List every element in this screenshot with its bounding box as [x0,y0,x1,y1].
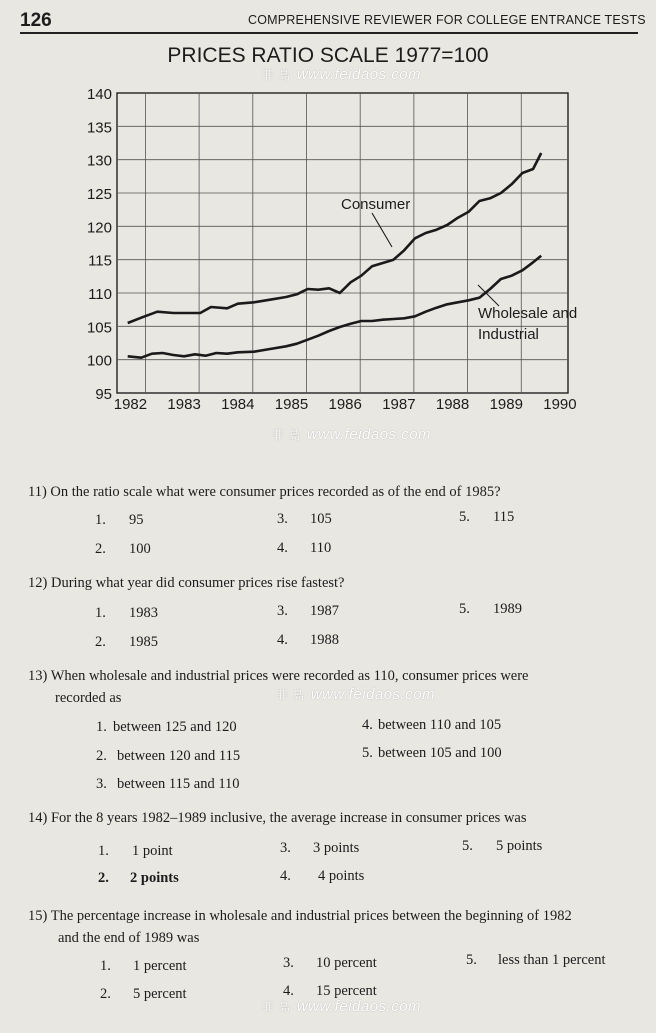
option-12-4[interactable] [277,632,339,649]
question-text: The percentage increase in wholesale and industrial prices between the beginning of 1982 [50,908,572,924]
watermark-text: www.feidaos.com [306,426,432,443]
option-number: 3. [96,776,107,792]
wholesale-annotation-line-1: Wholesale and [478,305,578,322]
question-14 [28,807,648,829]
x-tick-label: 1990 [543,396,577,413]
option-number: 1. [95,605,106,621]
watermark-text: www.feidaos.com [296,66,422,83]
option-15-2[interactable] [100,986,187,1003]
watermark-glyph: 菲 島 [262,68,291,82]
option-13-2[interactable] [96,748,240,765]
header-rule [20,32,638,34]
option-11-4[interactable] [277,540,331,557]
option-14-1[interactable] [98,843,173,860]
question-number: 14) [28,810,48,826]
watermark [262,998,421,1015]
option-text: 1 point [132,843,173,859]
x-tick-label: 1986 [328,396,362,413]
question-text: During what year did consumer prices rise fastest? [50,575,345,591]
watermark [272,426,431,443]
option-number: 3. [277,603,288,619]
y-tick-label: 125 [86,186,112,203]
question-text: For the 8 years 1982–1989 inclusive, the average increase in consumer prices was [50,810,527,826]
question-12 [28,572,648,594]
question-number: 15) [28,908,48,924]
option-text: 1989 [493,601,522,617]
watermark-text: www.feidaos.com [310,686,436,703]
option-text: 115 [493,509,515,525]
watermark-glyph: 菲 島 [262,1000,291,1014]
option-number: 2. [95,541,106,557]
option-text: between 110 and 105 [378,717,502,733]
chart-title: PRICES RATIO SCALE 1977=100 [167,44,489,67]
option-text: between 120 and 115 [117,748,241,764]
option-text: 3 points [313,840,360,856]
option-number: 4. [362,717,373,733]
option-number: 3. [277,511,288,527]
option-text: 1987 [310,603,339,619]
option-text: 1 percent [133,958,187,974]
watermark-glyph: 菲 島 [272,428,301,442]
option-text: between 125 and 120 [113,719,237,735]
wholesale-annotation-line-2: Industrial [478,326,539,343]
option-number: 2. [95,634,106,650]
y-tick-label: 115 [88,252,112,270]
option-number: 2. [100,986,111,1002]
option-12-1[interactable] [95,605,158,622]
option-text: 2 points [130,870,179,886]
option-13-4[interactable] [362,717,501,734]
option-number: 1. [96,719,107,735]
option-number: 5. [362,745,373,761]
option-number: 1. [98,843,109,859]
option-text: 1985 [129,634,158,650]
question-text: When wholesale and industrial prices were recorded as 110, consumer prices were [50,668,529,684]
option-text: 15 percent [316,983,377,999]
y-tick-label: 110 [88,286,112,303]
x-tick-label: 1983 [167,396,201,413]
option-text: between 105 and 100 [378,745,502,761]
option-text: 95 [129,512,144,528]
option-13-1[interactable] [96,719,237,736]
option-15-5[interactable] [466,952,606,969]
y-tick-label: 135 [86,119,112,137]
x-tick-label: 1982 [113,396,148,413]
option-text: 5 percent [133,986,187,1002]
option-number: 3. [283,955,294,971]
option-14-2[interactable] [98,870,179,887]
option-text: 10 percent [316,955,377,971]
option-text: 4 points [318,868,365,884]
option-13-3[interactable] [96,776,240,793]
option-12-5[interactable] [459,601,522,618]
option-text: 105 [310,511,332,527]
question-11 [28,481,648,503]
option-number: 5. [459,509,470,525]
page-number: 126 [20,10,52,31]
x-tick-label: 1984 [221,396,255,413]
x-tick-label: 1985 [274,396,309,413]
price-ratio-chart [0,80,656,420]
y-tick-label: 120 [86,219,112,237]
option-text: 100 [129,541,151,557]
option-number: 1. [100,958,111,974]
y-tick-label: 140 [86,86,112,103]
y-tick-label: 95 [95,386,112,403]
option-number: 4. [280,868,291,884]
option-text: 110 [310,540,332,556]
question-number: 13) [28,668,48,684]
watermark-text: www.feidaos.com [296,998,422,1015]
option-number: 2. [98,870,109,886]
consumer-leader-line [372,213,392,247]
x-tick-label: 1989 [489,396,523,413]
option-11-3[interactable] [277,511,332,528]
question-number: 12) [28,575,48,591]
option-11-1[interactable] [95,512,144,529]
option-number: 2. [96,748,107,764]
x-tick-label: 1987 [382,396,416,413]
option-text: 1988 [310,632,339,648]
question-text-continued: and the end of 1989 was [58,930,200,946]
option-number: 5. [462,838,473,854]
option-15-1[interactable] [100,958,187,975]
option-13-5[interactable] [362,745,502,762]
option-15-3[interactable] [283,955,377,972]
option-14-3[interactable] [280,840,359,857]
consumer-annotation: Consumer [341,196,411,213]
option-number: 5. [459,601,470,617]
option-14-5[interactable] [462,838,542,855]
option-number: 4. [283,983,294,999]
question-15 [28,905,648,949]
option-12-3[interactable] [277,603,339,620]
question-text: On the ratio scale what were consumer prices recorded as of the end of 1985? [50,484,501,500]
running-head: COMPREHENSIVE REVIEWER FOR COLLEGE ENTRANCE TESTS [248,13,646,27]
x-tick-label: 1988 [435,396,470,413]
option-text: 5 points [496,838,543,854]
option-number: 4. [277,540,288,556]
option-text: less than 1 percent [498,952,606,968]
option-text: 1983 [129,605,158,621]
option-11-2[interactable] [95,541,151,558]
option-number: 5. [466,952,477,968]
option-number: 1. [95,512,106,528]
y-tick-label: 105 [86,319,112,337]
question-text-continued: recorded as [55,690,122,706]
watermark-glyph: 菲 島 [276,688,305,702]
y-tick-label: 100 [86,352,112,370]
y-tick-label: 130 [86,152,112,170]
plot-frame [117,93,568,393]
question-number: 11) [28,484,47,500]
watermark [276,686,435,703]
option-number: 3. [280,840,291,856]
option-number: 4. [277,632,288,648]
option-11-5[interactable] [459,509,514,526]
option-text: between 115 and 110 [117,776,240,792]
option-14-4[interactable] [280,868,364,885]
option-12-2[interactable] [95,634,158,651]
